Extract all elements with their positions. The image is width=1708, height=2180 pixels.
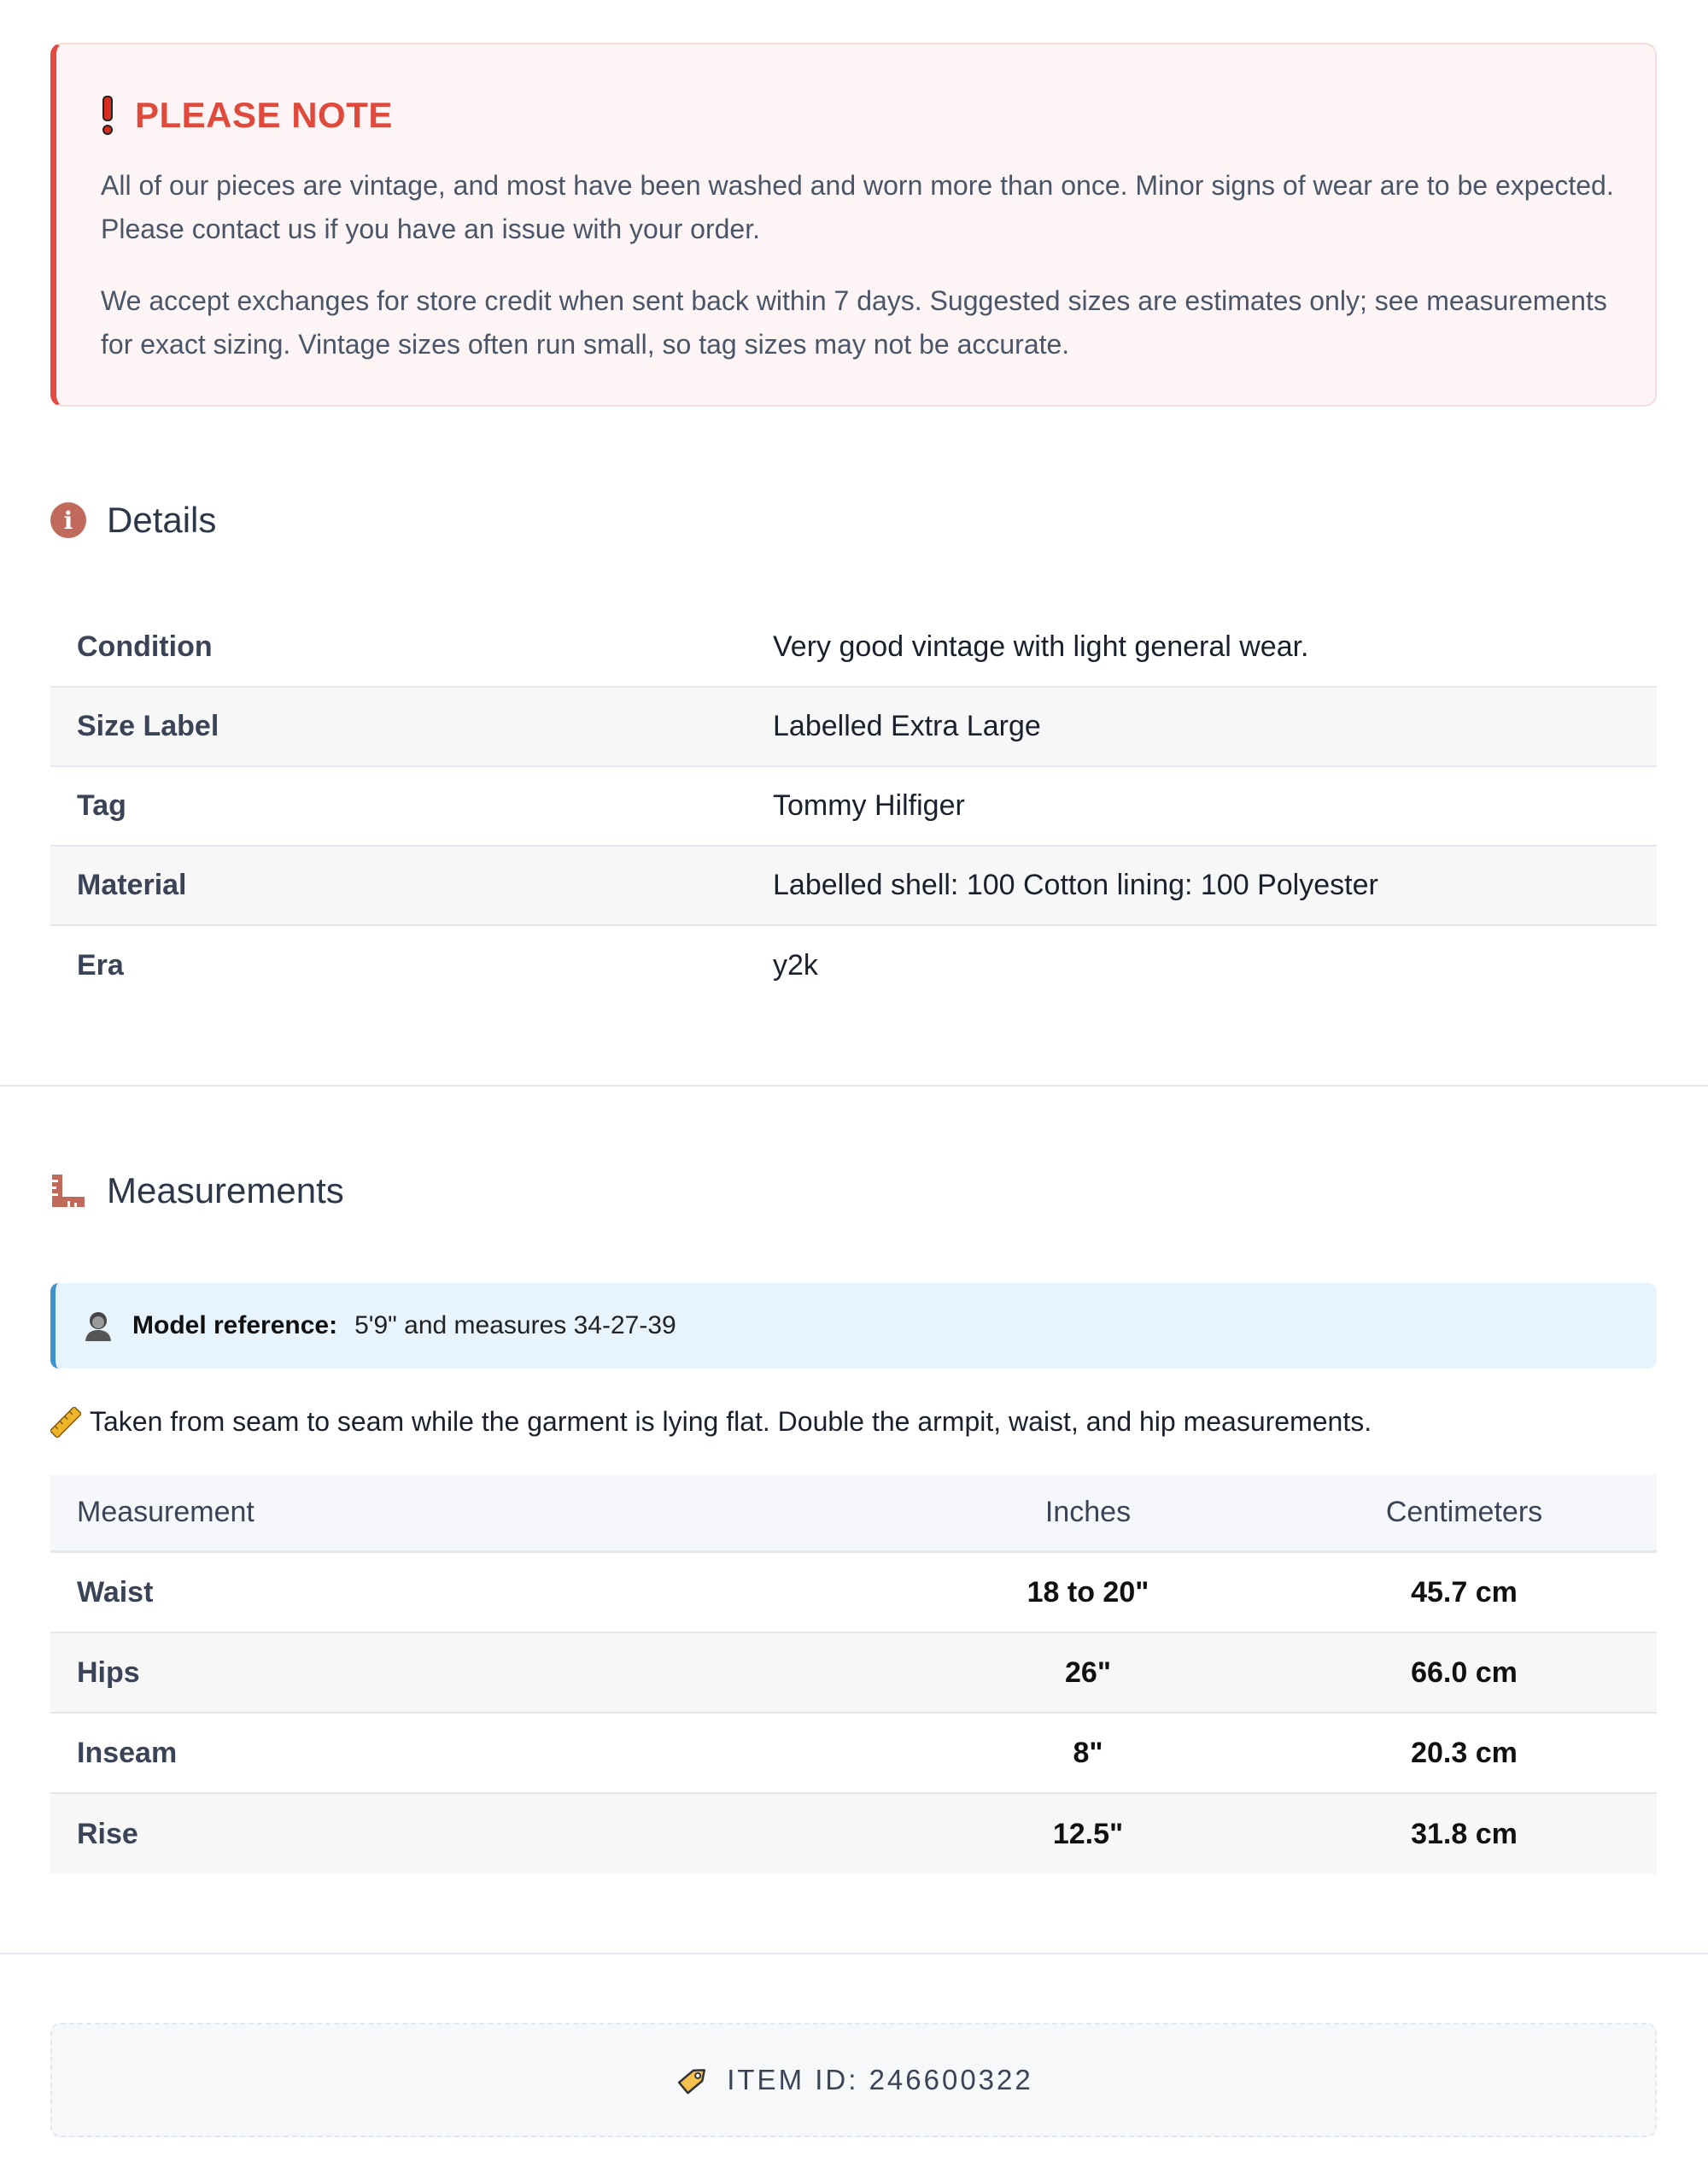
measurement-inches: 26": [1065, 1656, 1111, 1689]
measurement-inches: 12.5": [1052, 1817, 1124, 1850]
table-row: [50, 1794, 1657, 1874]
pencil-ruler-icon: [50, 1407, 81, 1438]
detail-value: Very good vintage with light general wear.: [773, 630, 1309, 663]
detail-value: Tommy Hilfiger: [773, 789, 965, 822]
detail-value: y2k: [773, 949, 818, 982]
detail-label: Condition: [77, 630, 213, 663]
table-row: [50, 1553, 1657, 1633]
header-measurement: Measurement: [77, 1496, 254, 1528]
measurement-name: Waist: [77, 1575, 154, 1609]
table-row: [50, 767, 1657, 847]
measurement-name: Hips: [77, 1656, 140, 1689]
table-row: [50, 1714, 1657, 1794]
measurement-inches: 18 to 20": [1027, 1575, 1149, 1609]
measurement-cm: 66.0 cm: [1411, 1656, 1518, 1689]
measurement-cm: 45.7 cm: [1411, 1575, 1518, 1609]
table-row: [50, 847, 1657, 926]
item-id-box: [50, 2023, 1657, 2137]
measurements-table: [50, 1474, 1657, 1874]
measurement-note-text: Taken from seam to seam while the garment is lying flat. Double the armpit, waist, and hip measurements.: [90, 1406, 1372, 1437]
note-header: [101, 94, 393, 137]
detail-label: Tag: [77, 789, 126, 822]
detail-label: Material: [77, 869, 187, 901]
note-title: PLEASE NOTE: [135, 95, 393, 135]
detail-value: Labelled shell: 100 Cotton lining: 100 Polyester: [773, 869, 1378, 901]
item-id-text: ITEM ID: 246600322: [727, 2064, 1033, 2095]
section-divider: [0, 1085, 1708, 1087]
note-paragraph-2: We accept exchanges for store credit when sent back within 7 days. Suggested sizes are estimates only; see measurements for exact sizing. Vintage sizes often run small, so tag sizes may not be accurate.: [101, 285, 1607, 360]
table-row: [50, 926, 1657, 1005]
model-reference-label: Model reference:: [132, 1311, 338, 1339]
measurement-name: Inseam: [77, 1736, 178, 1769]
measurement-cm: 20.3 cm: [1411, 1736, 1518, 1769]
details-title: Details: [107, 500, 217, 540]
model-reference-value: 5'9" and measures 34-27-39: [354, 1311, 676, 1339]
detail-label: Size Label: [77, 710, 219, 742]
table-row: [50, 688, 1657, 767]
tag-icon: [674, 2061, 711, 2099]
measurement-name: Rise: [77, 1817, 138, 1850]
details-heading: [50, 500, 216, 541]
info-icon: i: [50, 502, 86, 538]
measurements-heading: [50, 1170, 344, 1211]
detail-value: Labelled Extra Large: [773, 710, 1041, 742]
person-icon: [83, 1310, 114, 1342]
measurement-cm: 31.8 cm: [1411, 1817, 1518, 1850]
header-inches: Inches: [1044, 1496, 1132, 1528]
measurements-title: Measurements: [107, 1170, 344, 1210]
ruler-icon: [50, 1173, 86, 1209]
model-reference-box: [50, 1283, 1657, 1368]
table-row: [50, 1633, 1657, 1714]
note-paragraph-1: All of our pieces are vintage, and most have been washed and worn more than once. Minor signs of wear are to be expected. Please contact us if you have an issue with your order.: [101, 170, 1614, 244]
section-divider: [0, 1953, 1708, 1954]
table-row: [50, 608, 1657, 688]
exclamation-icon: [101, 96, 114, 135]
please-note-box: [50, 43, 1657, 407]
header-centimeters: Centimeters: [1385, 1496, 1543, 1528]
details-table: [50, 608, 1657, 1005]
measurement-inches: 8": [1073, 1736, 1103, 1769]
table-header: [50, 1474, 1657, 1553]
detail-label: Era: [77, 949, 124, 982]
measurement-note: [50, 1406, 1372, 1438]
